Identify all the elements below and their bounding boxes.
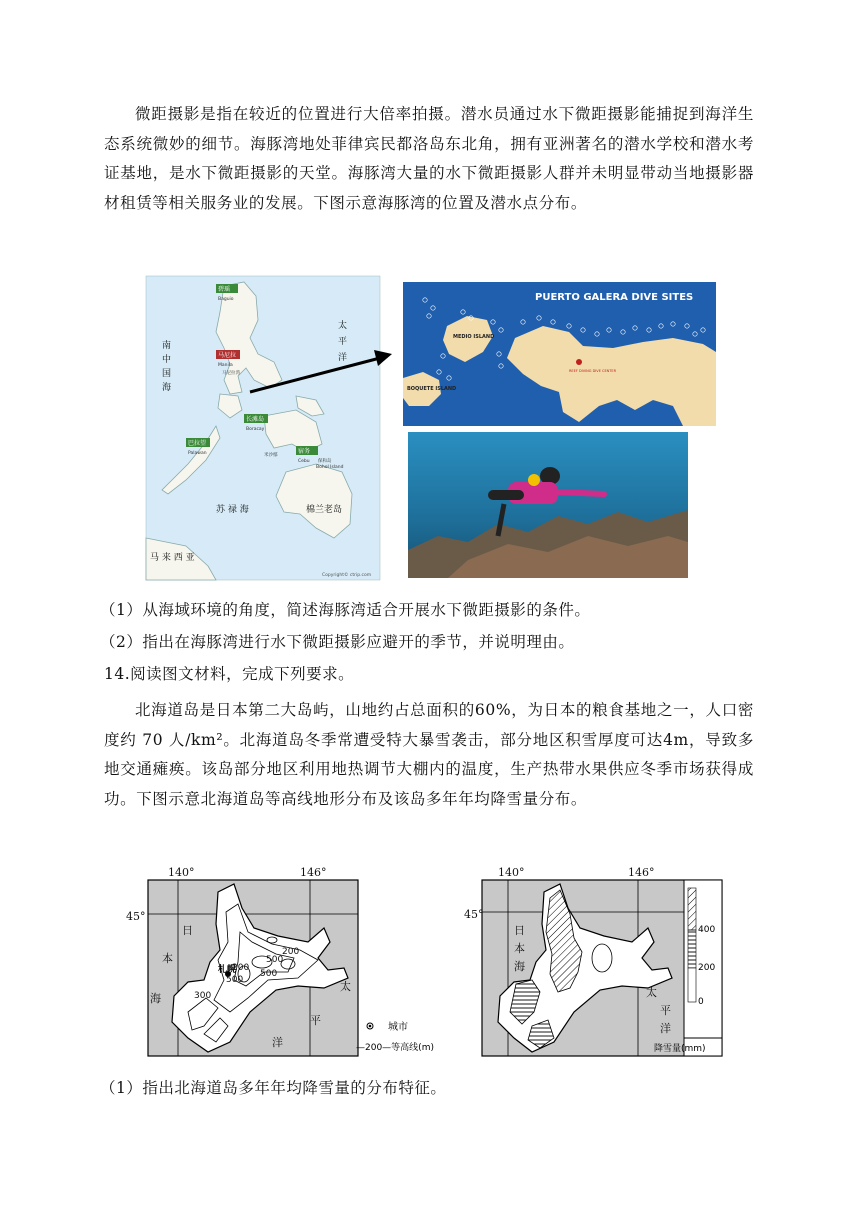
place-tag-palawan: 巴拉望 (188, 440, 207, 447)
diver-photo (408, 432, 688, 578)
dive-center-label: REEF DIVING DIVE CENTER (569, 369, 617, 373)
contour-label-6: 200 (282, 947, 300, 957)
place-caption-visayas: 米沙鄢 (264, 453, 278, 458)
snow-sea-east-3: 洋 (660, 1022, 671, 1035)
sea-label-4: 海 (162, 383, 172, 393)
place-caption-boracay: Boracay (246, 427, 265, 432)
contour-sea-west-3: 海 (150, 992, 161, 1005)
contour-label-3: 500 (260, 969, 278, 979)
snow-lon-140: 140° (498, 866, 525, 879)
intro-paragraph: 微距摄影是指在较近的位置进行大倍率拍摄。潜水员通过水下微距摄影能捕捉到海洋生态系统微妙的细节。海豚湾地处菲律宾民都洛岛东北角，拥有亚洲著名的潜水学校和潜水考证基地，是水下微距摄影的天堂。海豚湾大量的水下微距摄影人群并未明显带动当地摄影器材租赁等相关服务业的发展。下图示意海豚湾的位置及潜水点分布。 (104, 105, 754, 212)
snow-sea-west-2: 本 (514, 942, 525, 955)
legend-contour: —200—等高线(m) (356, 1043, 434, 1053)
snow-sea-west-1: 日 (514, 924, 525, 937)
malaysia-label: 马 来 西 亚 (150, 553, 195, 563)
contour-label-1: 200 (232, 963, 250, 973)
medio-island-label: MEDIO ISLAND (453, 334, 495, 340)
contour-label-2: 500 (266, 955, 284, 965)
sapporo-label: 札幌 (218, 965, 237, 975)
place-tag-manila: 马尼拉 (218, 352, 237, 359)
contour-label-5: 300 (194, 991, 212, 1001)
place-tag-boracay: 长滩岛 (246, 416, 265, 423)
contour-sea-east-2: 平 (310, 1014, 321, 1027)
contour-lat-45: 45° (126, 910, 146, 923)
hokkaido-snowfall-map (462, 862, 724, 1058)
contour-lon-140: 140° (168, 866, 195, 879)
legend-city: 城市 (388, 1022, 408, 1033)
place-caption-manila: Manila (218, 363, 233, 368)
legend-tick-400: 400 (698, 925, 716, 935)
sea-label-2: 中 (162, 355, 172, 365)
snow-sea-east-1: 太 (646, 986, 657, 999)
snow-lon-146: 146° (628, 866, 655, 879)
place-tag-cebu: 宿务 (298, 448, 311, 455)
place-caption-cebu: Cebu (298, 459, 310, 464)
place-caption-baguio: Baguio (218, 297, 234, 302)
place-caption-bohol: Bohol Island (316, 465, 344, 470)
dive-map-title: PUERTO GALERA DIVE SITES (535, 292, 694, 303)
copyright-text: Copyright© ctrip.com (322, 573, 372, 578)
sulu-sea-label: 苏 禄 海 (216, 505, 249, 515)
pacific-label-2: 平 (338, 337, 348, 347)
contour-sea-east-1: 太 (340, 980, 351, 993)
place-caption-manila-bay: 马尼拉湾 (222, 371, 240, 376)
snow-legend-title: 降雪量(mm) (654, 1044, 706, 1054)
question-1-2: （2）指出在海豚湾进行水下微距摄影应避开的季节，并说明理由。 (100, 633, 575, 651)
contour-lon-146: 146° (300, 866, 327, 879)
philippines-map (146, 276, 380, 580)
snow-sea-west-3: 海 (514, 960, 525, 973)
contour-label-4: 500 (226, 975, 244, 985)
dive-sites-map (403, 282, 716, 426)
question-1-1: （1）从海域环境的角度，简述海豚湾适合开展水下微距摄影的条件。 (100, 601, 591, 619)
question-2-1: （1）指出北海道岛多年年均降雪量的分布特征。 (100, 1079, 447, 1097)
boquete-island-label: BOQUETE ISLAND (407, 386, 457, 392)
pacific-label-1: 太 (338, 321, 348, 331)
pacific-label-3: 洋 (338, 353, 348, 363)
snow-sea-east-2: 平 (660, 1004, 671, 1017)
legend-tick-200: 200 (698, 963, 716, 973)
location-arrow (240, 340, 400, 400)
snow-lat-45: 45° (464, 908, 484, 921)
mindanao-label: 棉兰老岛 (306, 505, 343, 515)
contour-sea-west-1: 日 (182, 924, 193, 937)
legend-tick-0: 0 (698, 997, 704, 1007)
contour-sea-south: 洋 (272, 1036, 283, 1049)
contour-sea-west-2: 本 (162, 952, 173, 965)
place-tag-baguio: 碧瑶 (218, 286, 231, 293)
place-caption-palawan: Palawan (188, 451, 207, 456)
sea-label-3: 国 (162, 369, 172, 379)
place-caption-bohol-cn: 保和岛 (318, 459, 332, 464)
sea-label-1: 南 (162, 341, 172, 351)
hokkaido-paragraph: 北海道岛是日本第二大岛屿，山地约占总面积的60%，为日本的粮食基地之一，人口密度约 70 人/km²。北海道岛冬季常遭受特大暴雪袭击，部分地区积雪厚度可达4m，导致多地交通瘫痪。该岛部分地区利用地热调节大棚内的温度，生产热带水果供应冬季市场获得成功。下图示意北海道岛等高线地形分布及该岛多年年均降雪量分布。 (104, 701, 754, 808)
question-14-title: 14.阅读图文材料，完成下列要求。 (104, 665, 355, 683)
hokkaido-contour-map (126, 862, 444, 1058)
